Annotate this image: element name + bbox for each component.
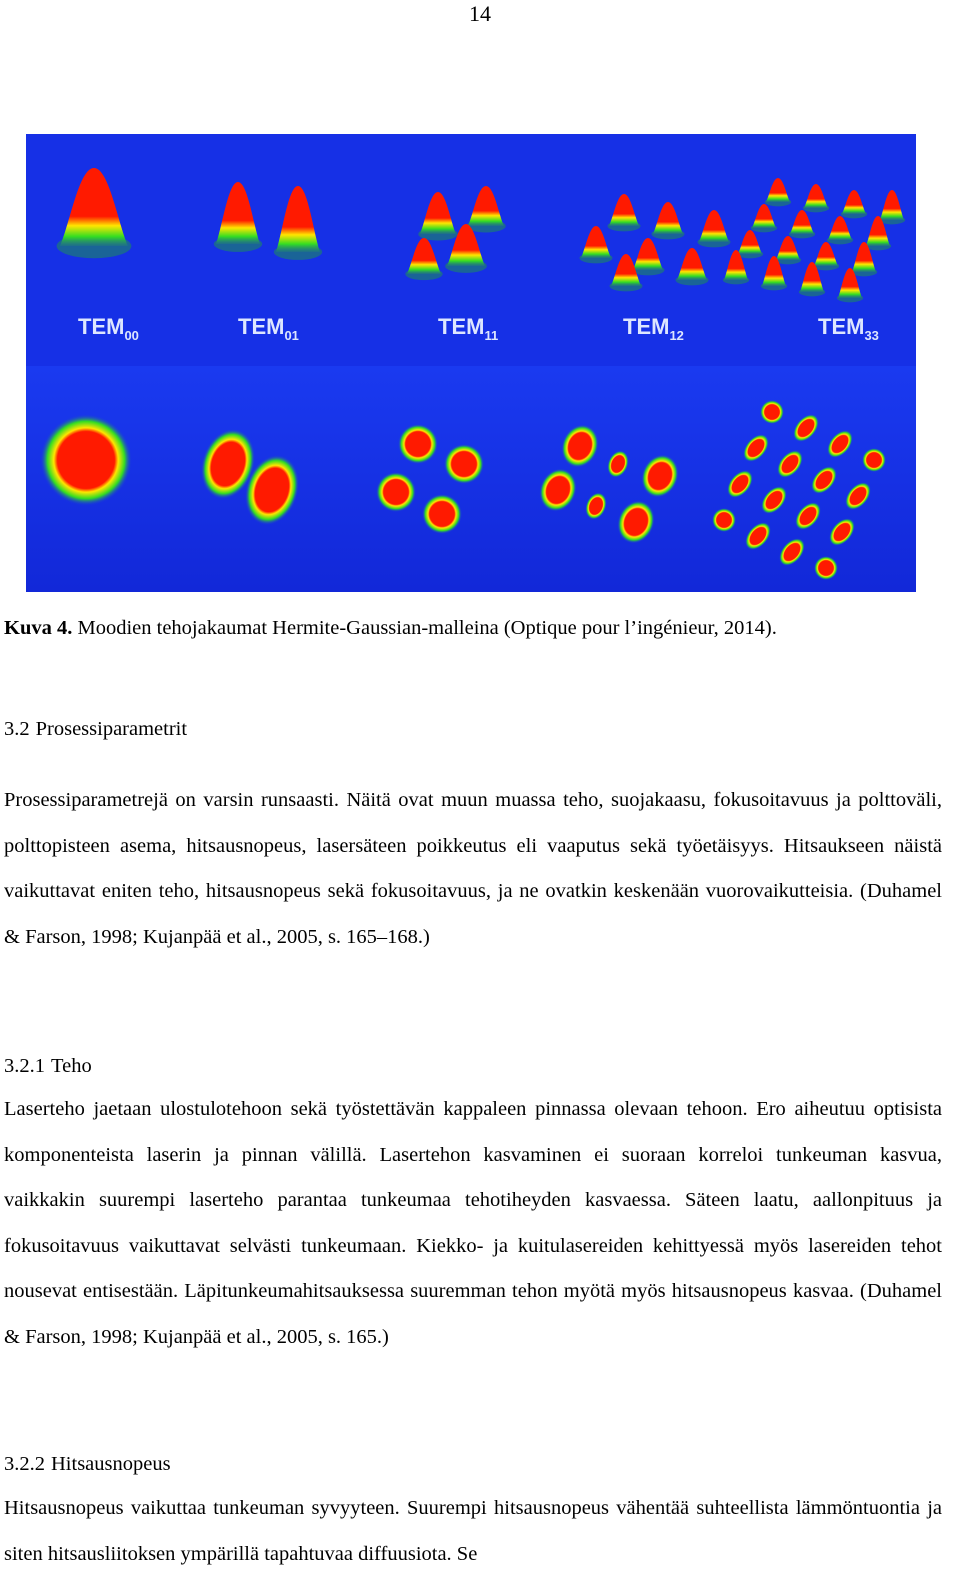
- tem-modes-figure: [26, 134, 916, 592]
- section-heading-3-2: [4, 715, 187, 743]
- mode-label: $TEM_{33}$: [818, 314, 879, 343]
- section-title: Hitsausnopeus: [51, 1453, 171, 1475]
- page-number: 14: [469, 1, 491, 26]
- figure-caption: [4, 606, 942, 650]
- tem11-spot: [398, 424, 438, 464]
- mode-label: $TEM_{12}$: [623, 314, 684, 343]
- tem00-spot: [40, 414, 132, 506]
- tem-modes-graphic: [26, 134, 916, 592]
- mode-label: $TEM_{11}$: [438, 314, 499, 343]
- section-number: 3.2.1: [4, 1055, 45, 1077]
- caption-text: Moodien tehojakaumat Hermite-Gaussian-malleina (Optique pour l’ingénieur, 2014).: [72, 617, 777, 639]
- section-heading-3-2-1: [4, 1052, 92, 1080]
- tem11-spot: [422, 494, 462, 534]
- section-heading-3-2-2: [4, 1450, 171, 1478]
- section-paragraph-3-2: Prosessiparametrejä on varsin runsaasti. Näitä ovat muun muassa teho, suojakaasu, fokusoitavuus ja polttoväli, polttopisteen asema, hitsausnopeus, lasersäteen poikkeutus eli vaaputus sekä työetäisyys. Hitsaukseen näistä vaikuttavat eniten teho, hitsausnopeus sekä fokusoitavuus, ja ne ovatkin keskenään vuorovaikutteisia. (Duhamel & Farson, 1998; Kujanpää et al., 2005, s. 165–168.): [4, 789, 942, 948]
- tem11-spot: [444, 444, 484, 484]
- section-title: Prosessiparametrit: [35, 718, 188, 740]
- section-paragraph-3-2-1: Laserteho jaetaan ulostulotehoon sekä työstettävän kappaleen pinnassa olevaan tehoon. Ero aiheutuu optisista komponenteista laserin ja pinnan välillä. Lasertehon kasvaminen ei suoraan korreloi tunkeuman kasvua, vaikkakin suurempi laserteho parantaa tunkeumaa tehotiheyden kasvaessa. Säteen laatu, aallonpituus ja fokusoitavuus vaikuttavat selvästi tunkeumaan. Kiekko- ja kuitulasereiden kehittyessä myös lasereiden tehot nousevat entisestään. Läpitunkeumahitsauksessa suuremman tehon myötä myös hitsausnopeus kasvaa. (Duhamel & Farson, 1998; Kujanpää et al., 2005, s. 165.): [4, 1098, 942, 1348]
- mode-label: $TEM_{00}$: [78, 314, 139, 343]
- section-title: Teho: [51, 1055, 92, 1077]
- mode-label: $TEM_{01}$: [238, 314, 299, 343]
- section-number: 3.2: [4, 718, 30, 740]
- section-paragraph-3-2-2: Hitsausnopeus vaikuttaa tunkeuman syvyyteen. Suurempi hitsausnopeus vähentää suhteellista lämmöntuontia ja siten hitsausliitoksen ympärillä tapahtuvaa diffuusiota. Se: [4, 1497, 942, 1565]
- section-number: 3.2.2: [4, 1453, 45, 1475]
- caption-label: Kuva 4.: [4, 617, 73, 639]
- tem11-spot: [376, 472, 416, 512]
